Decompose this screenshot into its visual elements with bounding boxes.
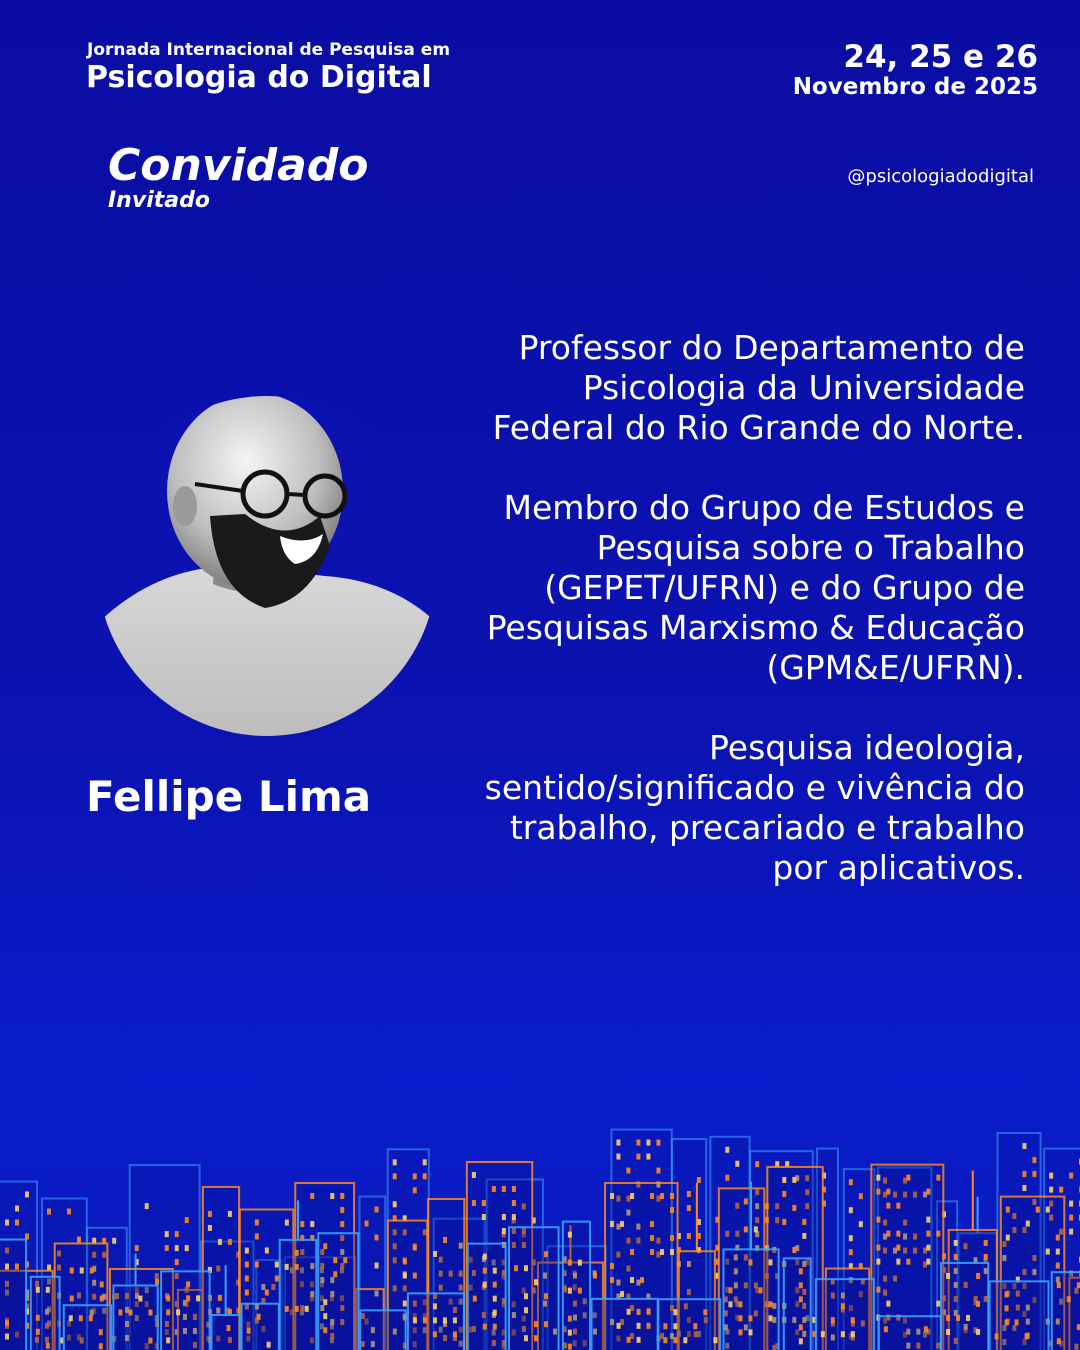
bio-paragraph: Membro do Grupo de Estudos e Pesquisa sobre o Trabalho (GEPET/UFRN) e do Grupo de Pesquisas Marxismo & Educação (GPM&E/UFRN). [486, 488, 1025, 687]
guest-photo [95, 396, 440, 736]
social-handle: @psicologiadodigital [847, 166, 1034, 187]
guest-label-spanish: Invitado [108, 188, 210, 213]
event-title: Psicologia do Digital [86, 60, 432, 95]
event-dates [793, 40, 1038, 100]
bio-paragraph: Professor do Departamento de Psicologia da Universidade Federal do Rio Grande do Norte. [492, 328, 1025, 447]
bio-paragraph: Pesquisa ideologia, sentido/significado e vivência do trabalho, precariado e trabalho por aplicativos. [484, 728, 1025, 887]
event-subtitle: Jornada Internacional de Pesquisa em [87, 40, 451, 60]
event-month: Novembro de 2025 [792, 74, 1038, 100]
neon-city-skyline [0, 1050, 1080, 1350]
event-days: 24, 25 e 26 [843, 39, 1038, 75]
guest-name: Fellipe Lima [86, 772, 372, 821]
guest-label: Convidado [108, 140, 369, 191]
guest-bio [465, 328, 1025, 928]
